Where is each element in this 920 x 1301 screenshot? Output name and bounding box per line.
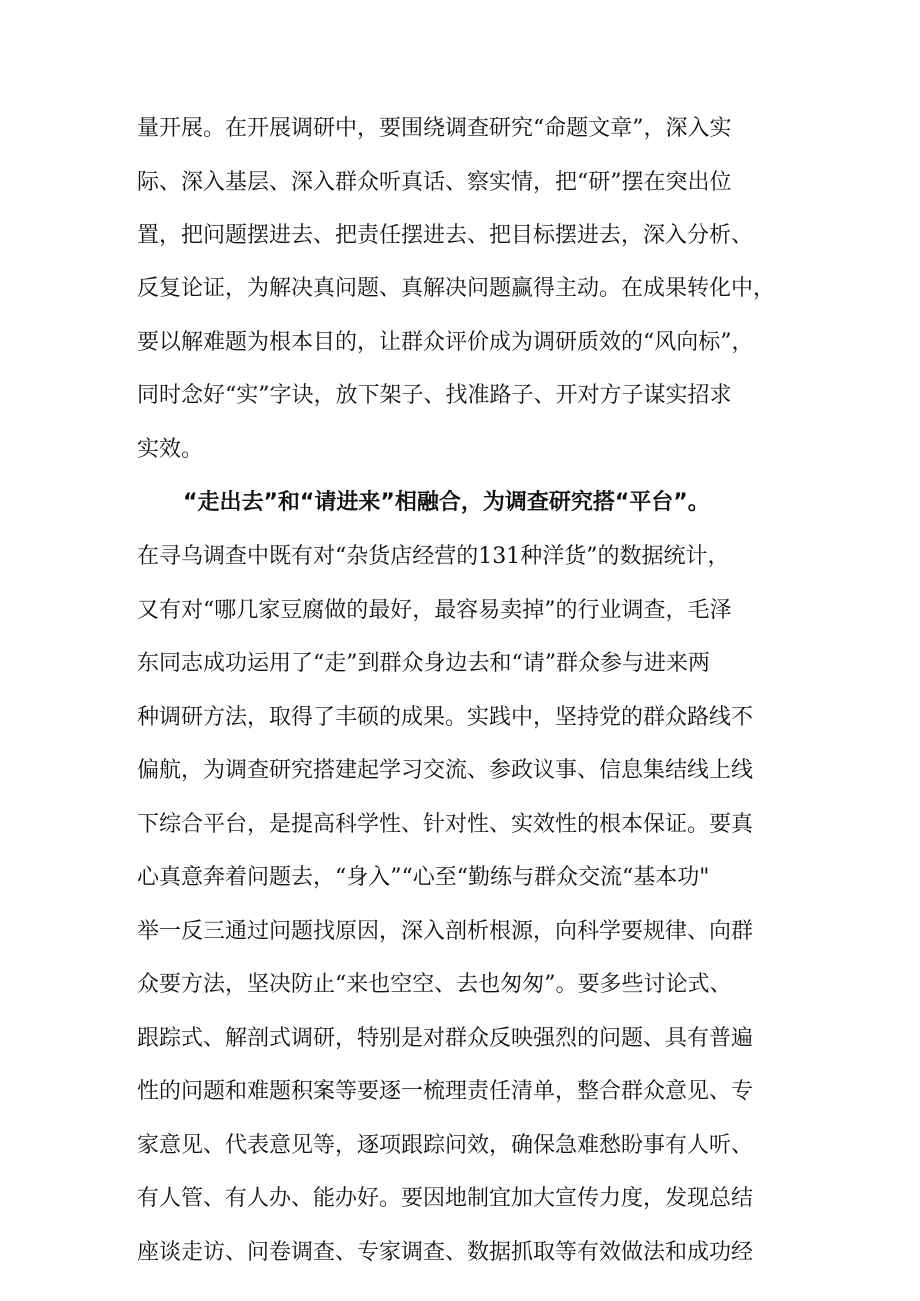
body-text-line: 东同志成功运用了“走”到群众身边去和“请”群众参与进来两 (137, 651, 710, 676)
body-text-line: 实效。 (137, 437, 204, 462)
body-text-line: 举一反三通过问题找原因，深入剖析根源，向科学要规律、向群 (137, 919, 754, 944)
body-text-line: 偏航，为调查研究搭建起学习交流、参政议事、信息集结线上线 (137, 758, 754, 783)
body-text-line: 有人管、有人办、能办好。要因地制宜加大宣传力度，发现总结 (137, 1186, 754, 1211)
body-text-line: 量开展。在开展调研中，要围绕调查研究“命题文章”，深入实 (137, 116, 732, 141)
body-text-line: 众要方法，坚决防止“来也空空、去也匆匆”。要多些讨论式、 (137, 972, 732, 997)
body-text-line: 跟踪式、解剖式调研，特别是对群众反映强烈的问题、具有普遍 (137, 1026, 754, 1051)
body-text-line: 同时念好“实”字诀，放下架子、找准路子、开对方子谋实招求 (137, 383, 732, 408)
body-text-line: 座谈走访、问卷调查、专家调查、数据抓取等有效做法和成功经 (137, 1240, 754, 1265)
body-text-line: 下综合平台，是提高科学性、针对性、实效性的根本保证。要真 (137, 812, 754, 837)
body-text-line: 心真意奔着问题去，“身入”“心至“勤练与群众交流“基本功" (137, 865, 710, 890)
body-text-line: 家意见、代表意见等，逐项跟踪问效，确保急难愁盼事有人听、 (137, 1133, 754, 1158)
body-text-line: 性的问题和难题积案等要逐一梳理责任清单，整合群众意见、专 (137, 1079, 754, 1104)
body-text-line: 置，把问题摆进去、把责任摆进去、把目标摆进去，深入分析、 (137, 223, 754, 248)
body-text-line: 种调研方法，取得了丰硕的成果。实践中，坚持党的群众路线不 (137, 705, 754, 730)
body-text-line: 反复论证，为解决真问题、真解决问题赢得主动。在成果转化中， (137, 276, 776, 301)
body-text-line: 际、深入基层、深入群众听真话、察实情，把“研”摆在突出位 (137, 170, 732, 195)
section-heading: “走出去”和“请进来”相融合，为调查研究搭“平台”。 (183, 490, 710, 515)
body-text-line: 要以解难题为根本目的，让群众评价成为调研质效的“风向标”， (137, 330, 754, 355)
body-text-line: 在寻乌调查中既有对“杂货店经营的131种洋货”的数据统计， (137, 544, 730, 569)
body-text-line: 又有对“哪几家豆腐做的最好，最容易卖掉”的行业调查，毛泽 (137, 598, 732, 623)
